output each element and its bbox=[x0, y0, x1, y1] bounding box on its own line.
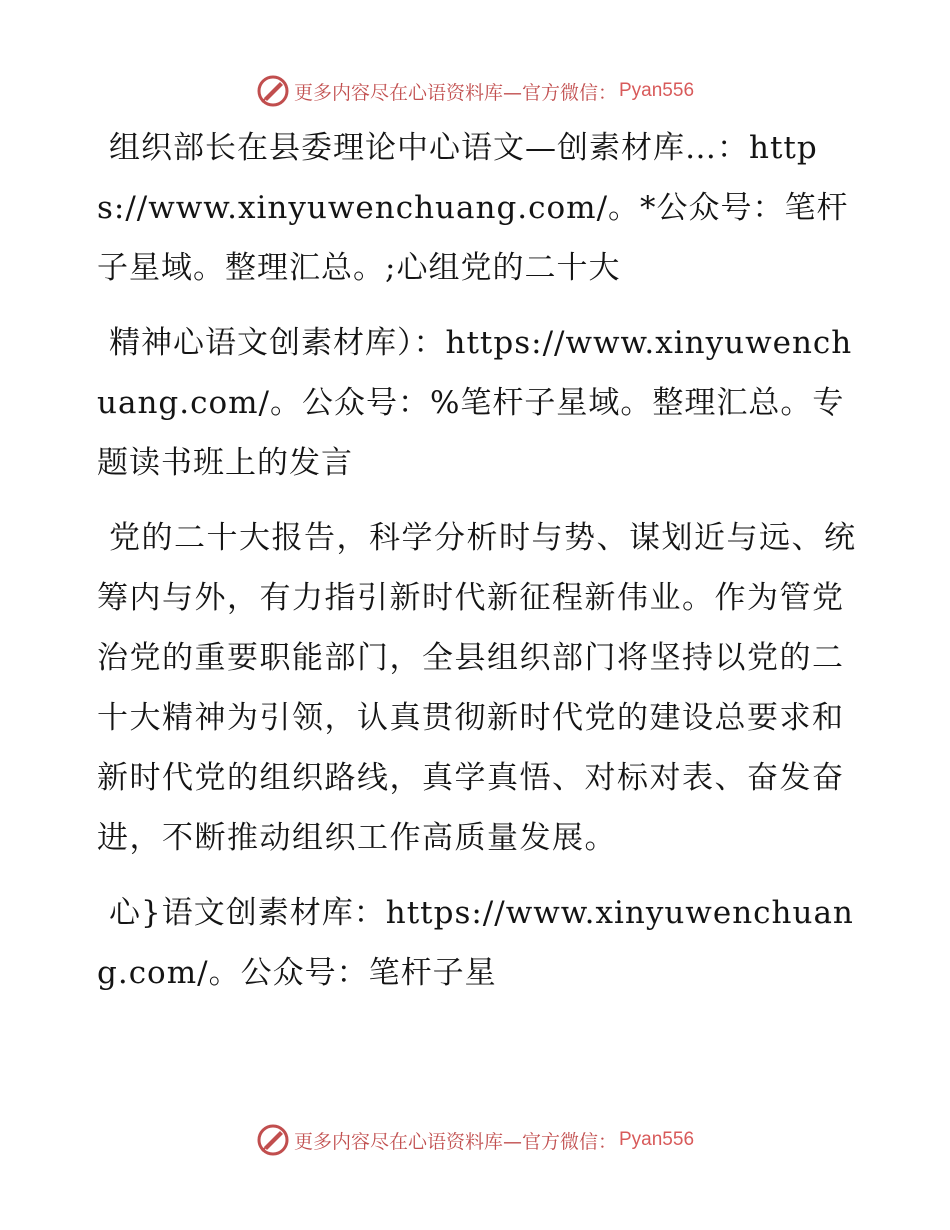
paragraph: 心}语文创素材库：https://www.xinyuwenchuang.com/。公众号：笔杆子星 bbox=[97, 895, 854, 991]
quill-logo-icon bbox=[256, 74, 290, 108]
paragraph: 组织部长在县委理论中心语文—创素材库…：https://www.xinyuwenchuang.com/。*公众号：笔杆子星域。整理汇总。;心组党的二十大 bbox=[97, 130, 849, 286]
paragraph: 精神心语文创素材库）：https://www.xinyuwenchuang.com/。公众号：%笔杆子星域。整理汇总。专题读书班上的发言 bbox=[97, 325, 853, 481]
document-body bbox=[97, 118, 857, 1018]
quill-logo-icon bbox=[256, 1123, 290, 1157]
header-watermark bbox=[0, 71, 950, 111]
watermark-text: 更多内容尽在心语资料库—官方微信： bbox=[293, 1130, 617, 1153]
watermark-wechat-id: Pyan556 bbox=[619, 1129, 695, 1150]
watermark-wechat-id: Pyan556 bbox=[619, 80, 695, 101]
paragraph: 党的二十大报告，科学分析时与势、谋划近与远、统筹内与外，有力指引新时代新征程新伟业。作为管党治党的重要职能部门，全县组织部门将坚持以党的二十大精神为引领，认真贯彻新时代党的建设总要求和新时代党的组织路线，真学真悟、对标对表、奋发奋进，不断推动组织工作高质量发展。 bbox=[97, 520, 857, 856]
watermark-text: 更多内容尽在心语资料库—官方微信： bbox=[293, 81, 617, 104]
footer-watermark bbox=[0, 1120, 950, 1160]
